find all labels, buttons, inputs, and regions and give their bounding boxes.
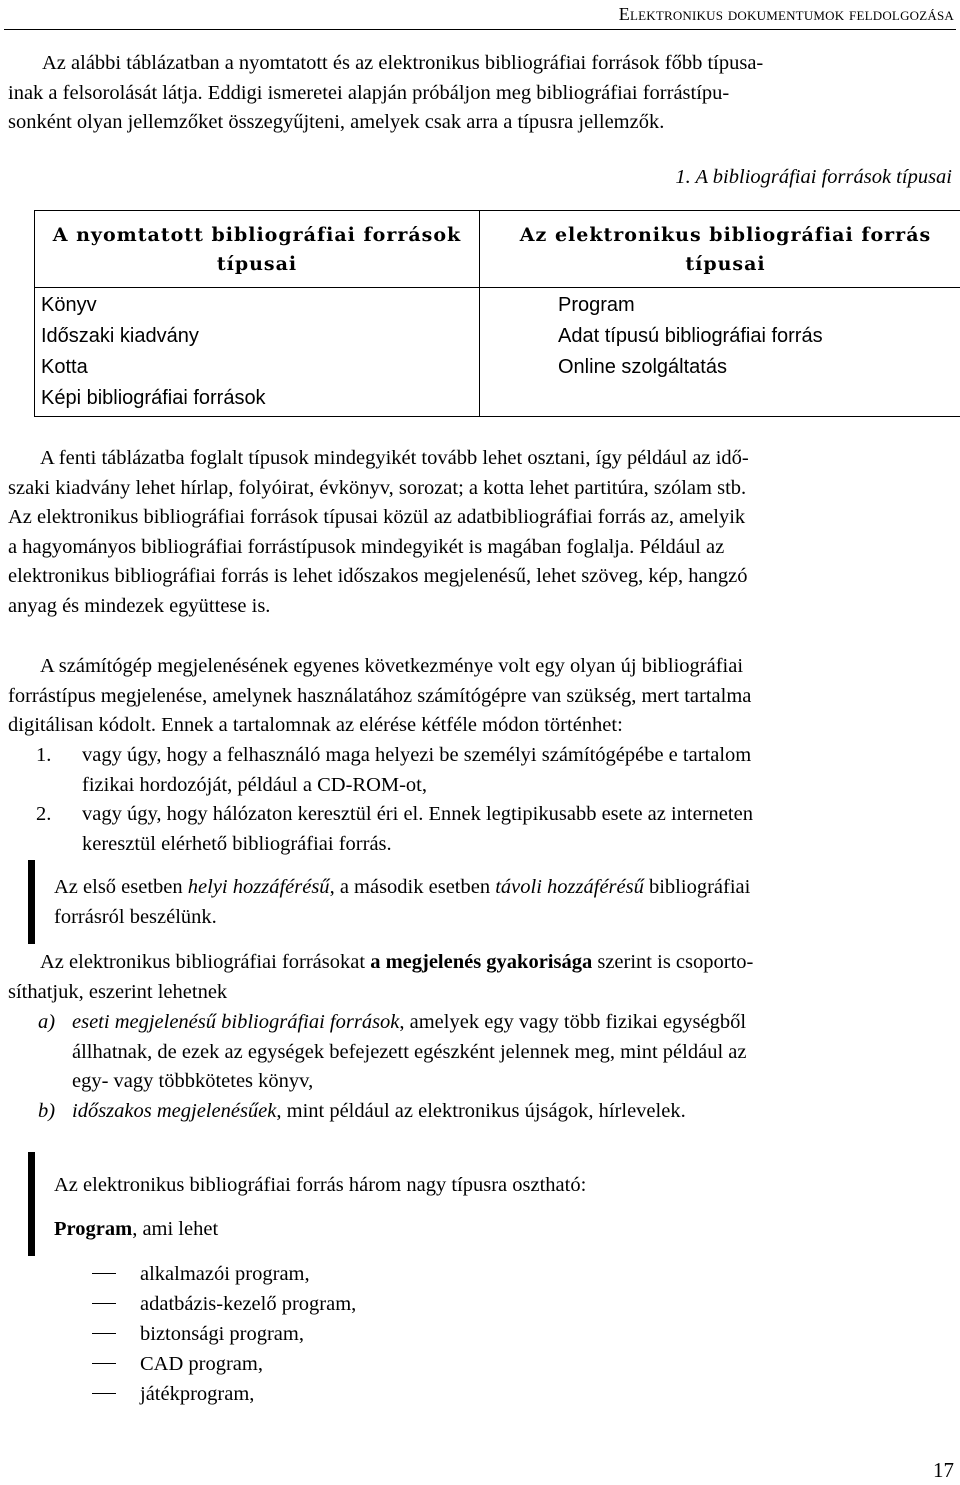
emphasis-term: időszakos megjelenésűek bbox=[72, 1100, 277, 1122]
access-summary-box bbox=[54, 873, 956, 932]
electronic-types-cell bbox=[480, 288, 960, 417]
paragraph-subdivision bbox=[8, 444, 954, 622]
text-line: forrásról beszélünk. bbox=[54, 905, 217, 928]
text-line: síthatjuk, eszerint lehetnek bbox=[8, 980, 228, 1003]
intro-line-3: sonként olyan jellemzőket összegyűjteni, amelyek csak arra a típusra jellemzők. bbox=[8, 111, 665, 134]
text-run: , amelyek egy vagy több fizikai egységből bbox=[399, 1011, 747, 1033]
dash-bullet bbox=[92, 1303, 116, 1304]
table-caption: 1. A bibliográfiai források típusai bbox=[675, 166, 952, 188]
header-rule bbox=[4, 29, 956, 30]
text-line: szaki kiadvány lehet hírlap, folyóirat, évkönyv, sorozat; a kotta lehet partitúra, szólam stb. bbox=[8, 476, 747, 499]
lettered-item-a bbox=[38, 1008, 956, 1097]
dash-bullet bbox=[92, 1393, 116, 1394]
text-line: fizikai hordozóját, például a CD-ROM-ot, bbox=[82, 773, 427, 796]
printed-types-header: A nyomtatott bibliográfiai források típusai bbox=[35, 211, 480, 288]
intro-paragraph bbox=[8, 49, 954, 138]
numbered-item-1 bbox=[36, 741, 956, 800]
lettered-item-b bbox=[38, 1097, 956, 1127]
text-line: Az elektronikus bibliográfiai forrás három nagy típusra osztható: bbox=[54, 1174, 587, 1196]
printed-types-cell bbox=[35, 288, 480, 417]
dash-list-item bbox=[92, 1260, 310, 1290]
text-line bbox=[72, 1008, 956, 1038]
list-item: Adat típusú bibliográfiai forrás bbox=[558, 325, 823, 347]
list-item: Könyv bbox=[41, 294, 97, 316]
text-line: anyag és mindezek együttese is. bbox=[8, 594, 271, 617]
highlight-bar bbox=[28, 860, 35, 944]
table-header-row bbox=[35, 211, 960, 288]
bold-term: Program bbox=[54, 1217, 133, 1240]
list-item: Képi bibliográfiai források bbox=[41, 387, 266, 409]
item-marker: 1. bbox=[36, 744, 52, 766]
text-line bbox=[72, 1097, 956, 1127]
dash-bullet bbox=[92, 1273, 116, 1274]
text-line: állhatnak, de ezek az egységek befejezett egészként jelennek meg, mint például az bbox=[72, 1040, 747, 1063]
paragraph-frequency bbox=[8, 948, 954, 1007]
item-text: adatbázis-kezelő program, bbox=[140, 1293, 357, 1315]
text-run: , mint például az elektronikus újságok, hírlevelek. bbox=[276, 1100, 686, 1122]
text-line: A fenti táblázatba foglalt típusok mindegyikét tovább lehet osztani, így például az idő- bbox=[40, 447, 749, 469]
text-line: vagy úgy, hogy hálózaton keresztül éri el. Ennek legtipikusabb esete az interneten bbox=[82, 803, 753, 825]
text-line: digitálisan kódolt. Ennek a tartalomnak az elérése kétféle módon történhet: bbox=[8, 714, 623, 737]
item-marker: 2. bbox=[36, 803, 52, 825]
item-text: játékprogram, bbox=[140, 1383, 255, 1405]
list-item: Online szolgáltatás bbox=[558, 356, 727, 378]
list-item: Időszaki kiadvány bbox=[41, 325, 199, 347]
text-line: vagy úgy, hogy a felhasználó maga helyezi be személyi számítógépébe e tartalom bbox=[82, 744, 752, 766]
emphasis-remote-access: távoli hozzáférésű bbox=[495, 876, 644, 898]
text-run: bibliográfiai bbox=[643, 876, 751, 898]
source-types-table bbox=[34, 210, 960, 417]
text-line: elektronikus bibliográfiai forrás is lehet időszakos megjelenésű, lehet szöveg, kép, hangzó bbox=[8, 565, 748, 588]
page-number: 17 bbox=[933, 1458, 954, 1482]
item-marker: a) bbox=[38, 1011, 56, 1033]
text-line bbox=[54, 873, 956, 903]
list-item: Program bbox=[558, 294, 635, 316]
intro-line-1: Az alábbi táblázatban a nyomtatott és az elektronikus bibliográfiai források főbb típusa- bbox=[42, 52, 764, 74]
paragraph-access bbox=[8, 652, 954, 741]
list-item: Kotta bbox=[41, 356, 88, 378]
table-body-row bbox=[35, 288, 960, 417]
text-line: keresztül elérhető bibliográfiai forrás. bbox=[82, 832, 392, 855]
text-run: szerint is csoporto- bbox=[592, 951, 754, 973]
bold-term: a megjelenés gyakorisága bbox=[370, 951, 593, 973]
text-run: Az első esetben bbox=[54, 876, 188, 898]
text-line: egy- vagy többkötetes könyv, bbox=[72, 1070, 314, 1093]
text-line: forrástípus megjelenése, amelynek használatához számítógépre van szükség, mert tartalma bbox=[8, 684, 752, 707]
text-line: a hagyományos bibliográfiai forrástípusok mindegyikét is magában foglalja. Például az bbox=[8, 535, 725, 558]
text-line bbox=[54, 1215, 956, 1245]
text-run: Az elektronikus bibliográfiai forrásokat bbox=[40, 951, 371, 973]
emphasis-local-access: helyi hozzáférésű bbox=[187, 876, 330, 898]
electronic-types-header: Az elektronikus bibliográfiai forrás típusai bbox=[480, 211, 960, 288]
highlight-bar bbox=[28, 1152, 35, 1256]
item-text: biztonsági program, bbox=[140, 1323, 304, 1345]
text-line bbox=[8, 948, 954, 978]
dash-list-item bbox=[92, 1290, 356, 1320]
text-run: , ami lehet bbox=[132, 1217, 219, 1240]
item-marker: b) bbox=[38, 1100, 56, 1122]
dash-list-item bbox=[92, 1350, 263, 1380]
numbered-item-2 bbox=[36, 800, 956, 859]
dash-bullet bbox=[92, 1363, 116, 1364]
intro-line-2: inak a felsorolását látja. Eddigi ismeretei alapján próbáljon meg bibliográfiai forrástípu- bbox=[8, 81, 730, 104]
text-line: Az elektronikus bibliográfiai források típusai közül az adatbibliográfiai forrás az, amelyik bbox=[8, 506, 746, 529]
dash-bullet bbox=[92, 1333, 116, 1334]
item-text: CAD program, bbox=[140, 1353, 263, 1375]
running-header: Elektronikus dokumentumok feldolgozása bbox=[618, 4, 954, 24]
dash-list-item bbox=[92, 1380, 254, 1410]
text-line: A számítógép megjelenésének egyenes következménye volt egy olyan új bibliográfiai bbox=[40, 655, 744, 677]
dash-list-item bbox=[92, 1320, 304, 1350]
emphasis-term: eseti megjelenésű bibliográfiai források bbox=[72, 1011, 400, 1033]
text-run: , a második esetben bbox=[329, 876, 496, 898]
program-types-box bbox=[54, 1171, 956, 1244]
item-text: alkalmazói program, bbox=[140, 1263, 310, 1285]
